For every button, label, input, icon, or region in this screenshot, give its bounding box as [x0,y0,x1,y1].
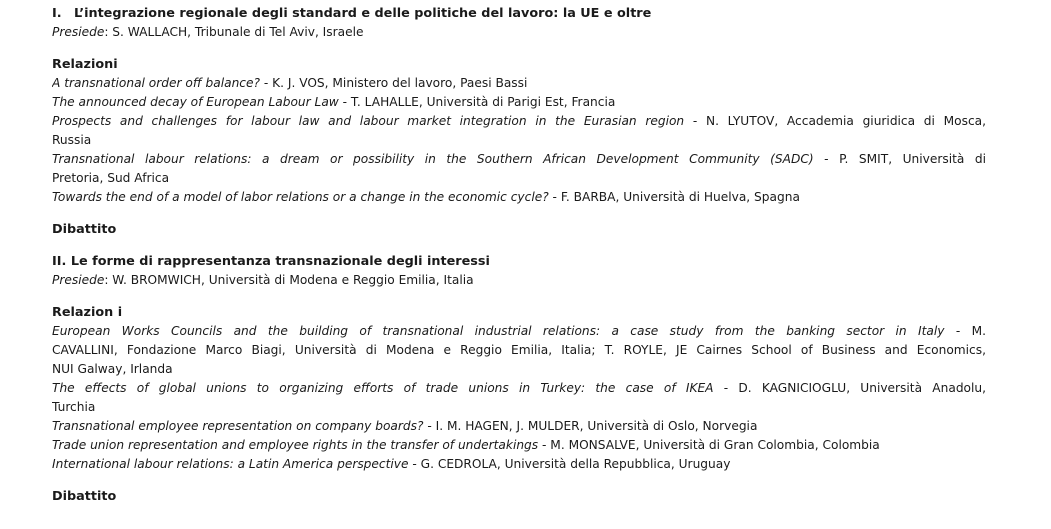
session-2-number: II. [52,254,67,269]
talk-speaker: - T. LAHALLE, Università di Parigi Est, Francia [338,95,616,109]
debate-heading: Dibattito [52,489,117,504]
chair-name: : S. WALLACH, Tribunale di Tel Aviv, Israele [104,25,364,39]
talk-speaker-continuation: Turchia [52,400,96,414]
talk-speaker: - I. M. HAGEN, J. MULDER, Università di Oslo, Norvegia [423,419,758,433]
session-2-reports [52,303,986,474]
session-1-chair [52,23,986,42]
talk-speaker-continuation: Russia [52,133,92,147]
chair-label: Presiede [52,25,105,39]
session-2 [52,252,986,290]
talk-item [52,93,986,112]
talk-speaker-continuation: Pretoria, Sud Africa [52,171,170,185]
talk-speaker: - N. LYUTOV, Accademia giuridica di Mosca, [684,114,986,128]
talk-speaker: - D. KAGNICIOGLU, Università Anadolu, [713,381,986,395]
session-2-chair [52,271,986,290]
talk-title: A transnational order off balance? [52,76,260,90]
session-1 [52,4,986,42]
talk-item [52,74,986,93]
chair-name: : W. BROMWICH, Università di Modena e Reggio Emilia, Italia [104,273,474,287]
talk-item [52,188,986,207]
talk-speaker: - M. [944,324,986,338]
talk-item [52,379,986,398]
talk-title: The announced decay of European Labour Law [52,95,339,109]
talk-title: Transnational labour relations: a dream or possibility in the Southern African Development Community (SADC) [52,152,814,166]
talk-title: Towards the end of a model of labor relations or a change in the economic cycle? [52,190,549,204]
session-1-debate [52,220,986,239]
talk-item [52,150,986,169]
talk-item [52,417,986,436]
session-2-debate [52,487,986,506]
session-1-title: L’integrazione regionale degli standard e delle politiche del lavoro: la UE e oltre [74,6,652,21]
debate-heading: Dibattito [52,222,117,237]
talk-speaker: - G. CEDROLA, Università della Repubblica, Uruguay [408,457,731,471]
reports-heading: Relazioni [52,57,118,72]
reports-heading: Relazion i [52,305,123,320]
talk-item [52,436,986,455]
session-2-heading [52,252,986,271]
talk-speaker: - M. MONSALVE, Università di Gran Colombia, Colombia [538,438,880,452]
talk-speaker: - K. J. VOS, Ministero del lavoro, Paesi Bassi [259,76,528,90]
talk-title: The effects of global unions to organizing efforts of trade unions in Turkey: the case of IKEA [52,381,714,395]
talk-speaker: - F. BARBA, Università di Huelva, Spagna [548,190,800,204]
talk-item [52,322,986,341]
session-1-heading [52,4,986,23]
talk-item [52,112,986,131]
talk-speaker: - P. SMIT, Università di [813,152,986,166]
talk-speaker-continuation: CAVALLINI, Fondazione Marco Biagi, Università di Modena e Reggio Emilia, Italia; T. ROYLE, JE Cairnes School of Business and Economics, [52,343,986,357]
talk-title: Transnational employee representation on company boards? [52,419,424,433]
chair-label: Presiede [52,273,105,287]
talk-item [52,455,986,474]
talk-title: Trade union representation and employee rights in the transfer of undertakings [52,438,539,452]
talk-title: European Works Councils and the building of transnational industrial relations: a case study from the banking sector in Italy [52,324,945,338]
talk-speaker-continuation: NUI Galway, Irlanda [52,362,173,376]
talk-title: Prospects and challenges for labour law and labour market integration in the Eurasian region [52,114,685,128]
talk-title: International labour relations: a Latin America perspective [52,457,409,471]
session-1-reports [52,55,986,207]
session-2-title: Le forme di rappresentanza transnazionale degli interessi [70,254,490,269]
session-1-number: I. [52,6,62,21]
